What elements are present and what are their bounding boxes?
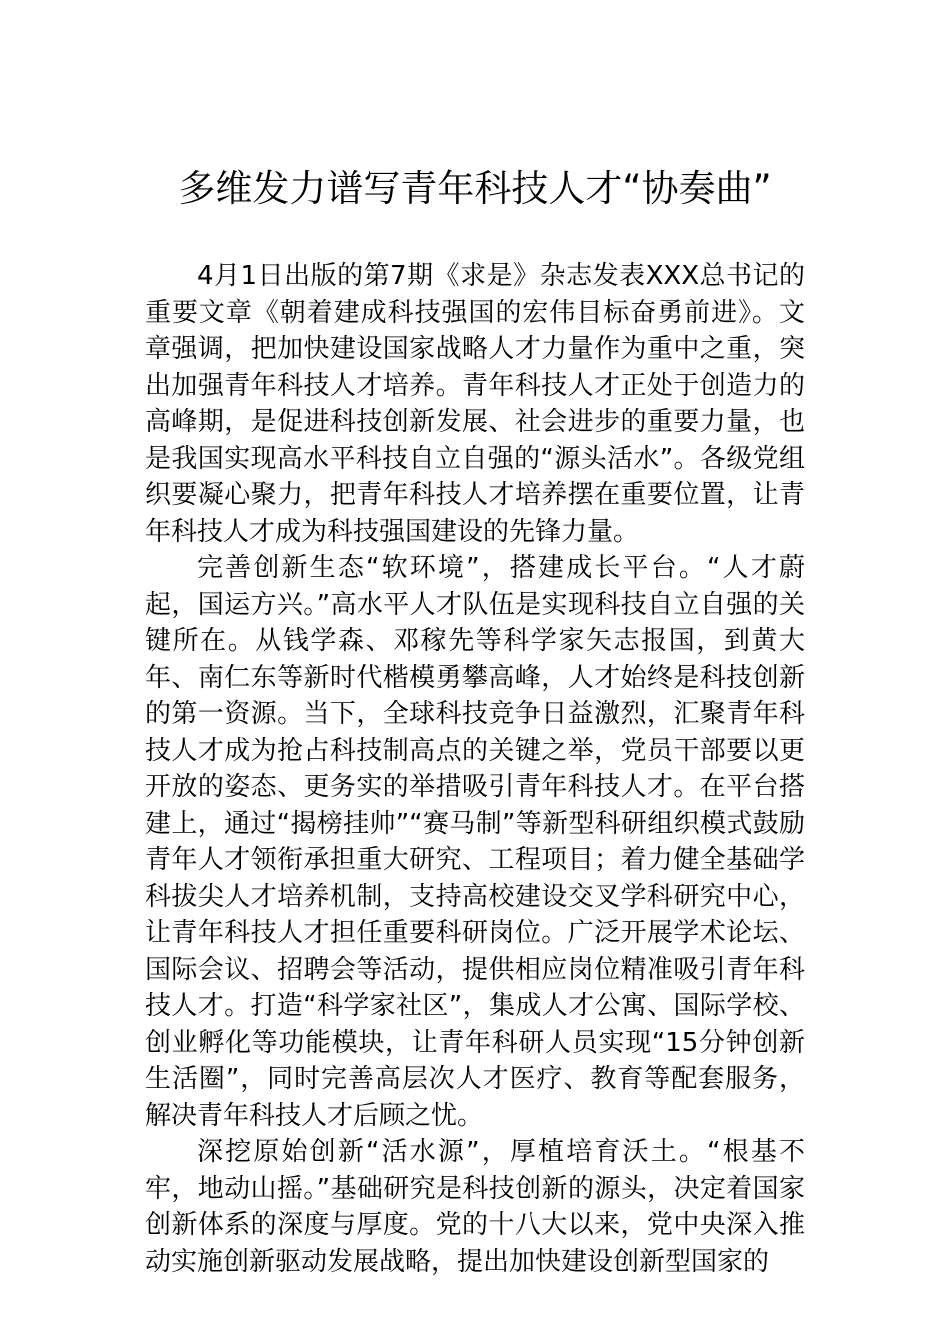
document-title: 多维发力谱写青年科技人才“协奏曲” [178,167,772,210]
paragraph-2: 完善创新生态“软环境”，搭建成长平台。“人才蔚起，国运方兴。”高水平人才队伍是实现科技自立自强的关键所在。从钱学森、邓稼先等科学家矢志报国，到黄大年、南仁东等新时代楷模勇攀高峰，人才始终是科技创新的第一资源。当下，全球科技竞争日益激烈，汇聚青年科技人才成为抢占科技制高点的关键之举，党员干部要以更开放的姿态、更务实的举措吸引青年科技人才。在平台搭建上，通过“揭榜挂帅”“赛马制”等新型科研组织模式鼓励青年人才领衔承担重大研究、工程项目；着力健全基础学科拔尖人才培养机制，支持高校建设交叉学科研究中心，让青年科技人才担任重要科研岗位。广泛开展学术论坛、国际会议、招聘会等活动，提供相应岗位精准吸引青年科技人才。打造“科学家社区”，集成人才公寓、国际学校、创业孵化等功能模块，让青年科研人员实现“15分钟创新生活圈”，同时完善高层次人才医疗、教育等配套服务，解决青年科技人才后顾之忧。 [145,553,805,1131]
paragraph-3: 深挖原始创新“活水源”，厚植培育沃土。“根基不牢，地动山摇。”基础研究是科技创新的源头，决定着国家创新体系的深度与厚度。党的十八大以来，党中央深入推动实施创新驱动发展战略，提出加快建设创新型国家的 [145,1137,805,1277]
paragraph-1: 4月1日出版的第7期《求是》杂志发表XXX总书记的重要文章《朝着建成科技强国的宏伟目标奋勇前进》。文章强调，把加快建设国家战略人才力量作为重中之重，突出加强青年科技人才培养。青年科技人才正处于创造力的高峰期，是促进科技创新发展、社会进步的重要力量，也是我国实现高水平科技自立自强的“源头活水”。各级党组织要凝心聚力，把青年科技人才培养摆在重要位置，让青年科技人才成为科技强国建设的先锋力量。 [145,261,805,547]
document-body [145,258,805,1280]
